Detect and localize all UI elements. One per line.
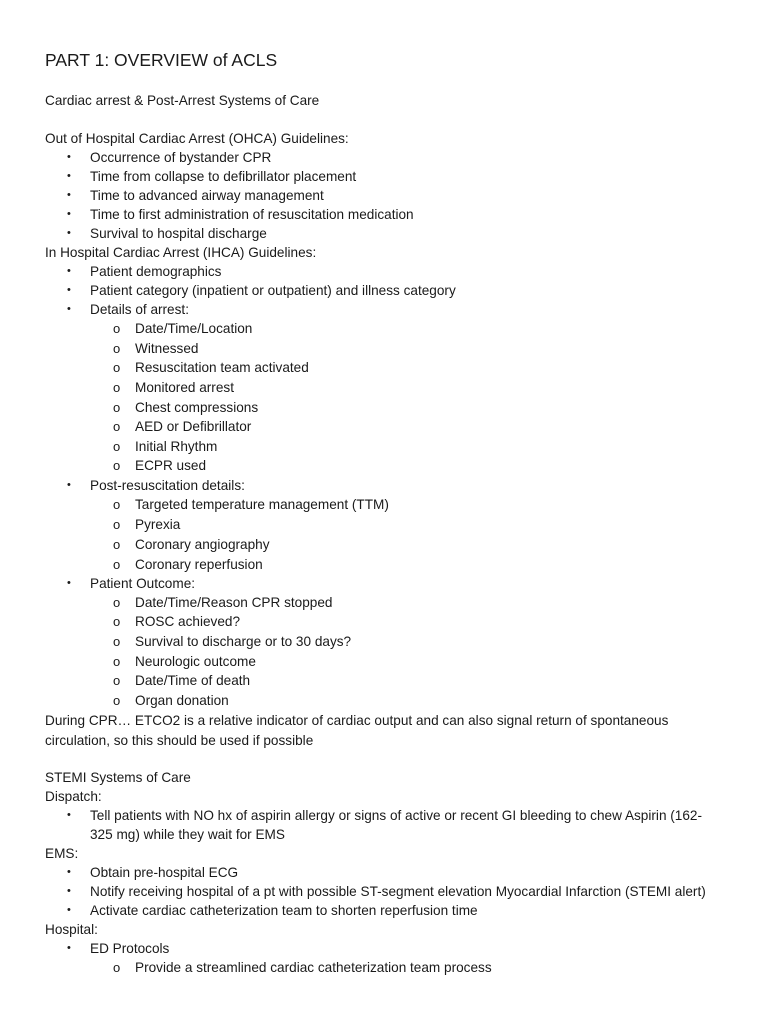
circle-bullet-icon: o — [113, 341, 121, 356]
bullet-icon: • — [67, 208, 71, 220]
list-item: • Obtain pre-hospital ECG — [90, 863, 238, 883]
circle-bullet-icon: o — [113, 634, 121, 649]
bullet-icon: • — [67, 904, 71, 916]
sub-list-item: o Witnessed — [135, 339, 198, 359]
sub-list-item: o ECPR used — [135, 456, 206, 476]
bullet-icon: • — [67, 170, 71, 182]
sub-list-item: o Pyrexia — [135, 515, 180, 535]
list-item: • Activate cardiac catheterization team to shorten reperfusion time — [90, 901, 478, 921]
circle-bullet-icon: o — [113, 497, 121, 512]
list-item-continuation: 325 mg) while they wait for EMS — [90, 827, 285, 842]
circle-bullet-icon: o — [113, 321, 121, 336]
circle-bullet-icon: o — [113, 419, 121, 434]
bullet-icon: • — [67, 942, 71, 954]
list-item: • Patient Outcome: — [90, 574, 195, 594]
sub-list-item: o Monitored arrest — [135, 378, 234, 398]
subtitle: Cardiac arrest & Post-Arrest Systems of Care — [45, 93, 320, 108]
circle-bullet-icon: o — [113, 439, 121, 454]
sub-list-item: o AED or Defibrillator — [135, 417, 251, 437]
ihca-heading: In Hospital Cardiac Arrest (IHCA) Guidelines: — [45, 245, 317, 260]
sub-list-item: o Initial Rhythm — [135, 437, 217, 457]
bullet-icon: • — [67, 479, 71, 491]
list-item: • ED Protocols — [90, 939, 169, 959]
bullet-icon: • — [67, 577, 71, 589]
bullet-icon: • — [67, 284, 71, 296]
list-item: • Time from collapse to defibrillator placement — [90, 167, 356, 187]
circle-bullet-icon: o — [113, 400, 121, 415]
stemi-heading: STEMI Systems of Care — [45, 770, 191, 785]
list-item: • Tell patients with NO hx of aspirin allergy or signs of active or recent GI bleeding to chew Aspirin (162- — [90, 806, 702, 826]
sub-list-item: o Coronary reperfusion — [135, 555, 263, 575]
sub-list-item: o Coronary angiography — [135, 535, 270, 555]
list-item: • Patient demographics — [90, 262, 221, 282]
sub-list-item: o Organ donation — [135, 691, 229, 711]
circle-bullet-icon: o — [113, 614, 121, 629]
list-item: • Post-resuscitation details: — [90, 476, 245, 496]
bullet-icon: • — [67, 227, 71, 239]
page-title: PART 1: OVERVIEW of ACLS — [45, 50, 278, 70]
circle-bullet-icon: o — [113, 517, 121, 532]
list-item: • Details of arrest: — [90, 300, 189, 320]
sub-list-item: o Targeted temperature management (TTM) — [135, 495, 389, 515]
hospital-label: Hospital: — [45, 922, 98, 937]
list-item: • Notify receiving hospital of a pt with possible ST-segment elevation Myocardial Infarction (STEMI alert) — [90, 882, 706, 902]
sub-list-item: o ROSC achieved? — [135, 612, 240, 632]
circle-bullet-icon: o — [113, 380, 121, 395]
sub-list-item: o Resuscitation team activated — [135, 358, 309, 378]
bullet-icon: • — [67, 303, 71, 315]
bullet-icon: • — [67, 809, 71, 821]
ohca-heading: Out of Hospital Cardiac Arrest (OHCA) Guidelines: — [45, 131, 349, 146]
circle-bullet-icon: o — [113, 537, 121, 552]
sub-list-item: o Chest compressions — [135, 398, 258, 418]
sub-list-item: o Neurologic outcome — [135, 652, 256, 672]
circle-bullet-icon: o — [113, 595, 121, 610]
sub-list-item: o Provide a streamlined cardiac catheterization team process — [135, 958, 492, 978]
circle-bullet-icon: o — [113, 693, 121, 708]
circle-bullet-icon: o — [113, 360, 121, 375]
sub-list-item: o Date/Time/Reason CPR stopped — [135, 593, 332, 613]
sub-list-item: o Survival to discharge or to 30 days? — [135, 632, 351, 652]
list-item: • Patient category (inpatient or outpatient) and illness category — [90, 281, 456, 301]
bullet-icon: • — [67, 151, 71, 163]
cpr-note-line-2: circulation, so this should be used if possible — [45, 733, 314, 748]
bullet-icon: • — [67, 265, 71, 277]
circle-bullet-icon: o — [113, 960, 121, 975]
sub-list-item: o Date/Time/Location — [135, 319, 252, 339]
sub-list-item: o Date/Time of death — [135, 671, 250, 691]
circle-bullet-icon: o — [113, 654, 121, 669]
circle-bullet-icon: o — [113, 557, 121, 572]
list-item: • Time to first administration of resuscitation medication — [90, 205, 414, 225]
bullet-icon: • — [67, 885, 71, 897]
circle-bullet-icon: o — [113, 458, 121, 473]
list-item: • Occurrence of bystander CPR — [90, 148, 271, 168]
bullet-icon: • — [67, 189, 71, 201]
dispatch-label: Dispatch: — [45, 789, 102, 804]
cpr-note-line-1: During CPR… ETCO2 is a relative indicator of cardiac output and can also signal return of spontaneous — [45, 713, 669, 728]
circle-bullet-icon: o — [113, 673, 121, 688]
list-item: • Time to advanced airway management — [90, 186, 324, 206]
bullet-icon: • — [67, 866, 71, 878]
ems-label: EMS: — [45, 846, 79, 861]
list-item: • Survival to hospital discharge — [90, 224, 267, 244]
